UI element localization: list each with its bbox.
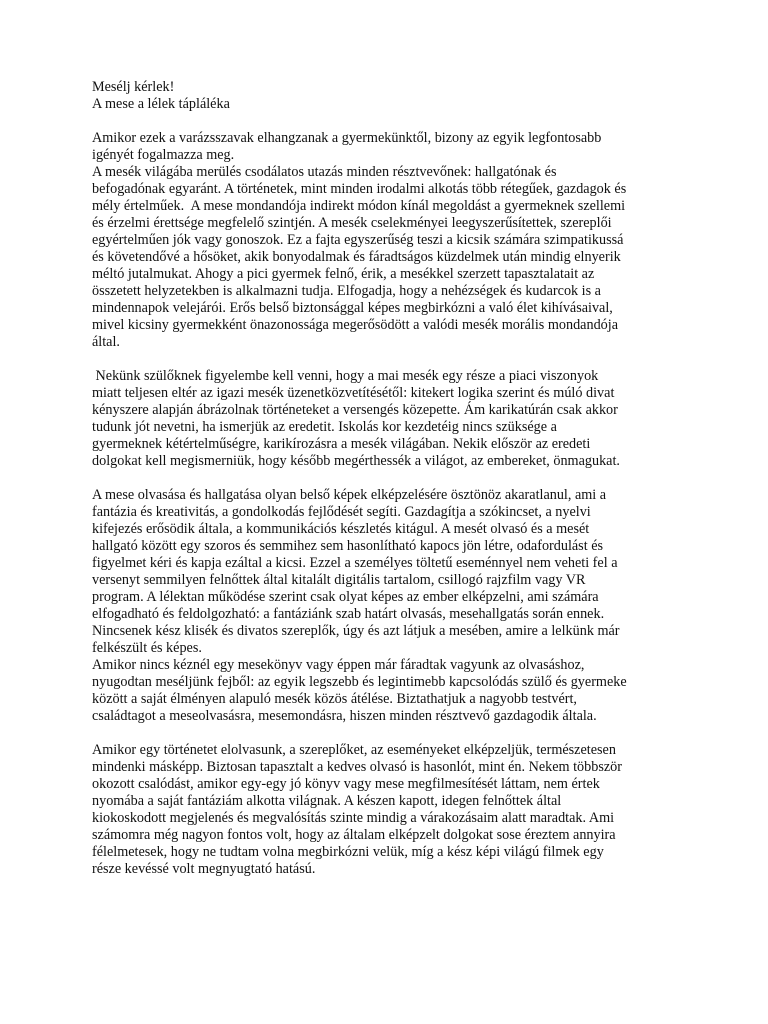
paragraph-line: félelmetesek, hogy ne tudtam volna megbirkózni velük, míg a kész képi világú filmek egy	[92, 844, 604, 860]
paragraph	[92, 368, 710, 470]
paragraph-line: része kevéssé volt megnyugtató hatású.	[92, 861, 316, 877]
paragraph-line: miatt teljesen eltér az igazi mesék üzenetközvetítésétől: kitekert logika szerint és múló divat	[92, 385, 615, 401]
paragraph-line: A mese olvasása és hallgatása olyan belső képek elképzelésére ösztönöz akaratlanul, ami a	[92, 487, 607, 503]
paragraph-line: Amikor nincs kéznél egy mesekönyv vagy éppen már fáradtak vagyunk az olvasáshoz,	[92, 657, 585, 673]
paragraph-line: fantázia és kreativitás, a gondolkodás fejlődését segíti. Gazdagítja a szókincset, a nyelvi	[92, 504, 591, 520]
paragraph-line: nyugodtan meséljünk fejből: az egyik legszebb és legintimebb kapcsolódás szülő és gyermeke	[92, 674, 627, 690]
paragraph-line: Nincsenek kész klisék és divatos szereplők, úgy és azt látjuk a mesében, amire a lelkünk már	[92, 623, 620, 639]
paragraph-line: A mesék világába merülés csodálatos utazás minden résztvevőnek: hallgatónak és	[92, 164, 557, 180]
document-page	[92, 79, 710, 878]
paragraph-line: számomra még nagyon fontos volt, hogy az általam elképzelt dolgokat sose éreztem annyira	[92, 827, 616, 843]
paragraph-line: Amikor egy történetet elolvasunk, a szereplőket, az eseményeket elképzeljük, természetesen	[92, 742, 616, 758]
document-title: Mesélj kérlek!	[92, 79, 175, 95]
paragraph-line: dolgokat kell megismerniük, hogy később megérthessék a világot, az embereket, önmagukat.	[92, 453, 620, 469]
paragraph-line: méltó jutalmukat. Ahogy a pici gyermek felnő, érik, a mesékkel szerzett tapasztalatait az	[92, 266, 595, 282]
paragraph-line: figyelmet kéri és kapja ezáltal a kicsi. Ezzel a személyes töltetű eseménnyel nem veheti fel a	[92, 555, 618, 571]
paragraph-spacer	[92, 725, 710, 742]
paragraph-line: versenyt semmilyen felnőttek által kitalált digitális tartalom, csillogó rajzfilm vagy VR	[92, 572, 586, 588]
paragraph	[92, 742, 710, 878]
paragraph-line: okozott csalódást, amikor egy-egy jó könyv vagy mese megfilmesítését láttam, nem értek	[92, 776, 600, 792]
paragraph-line: Amikor ezek a varázsszavak elhangzanak a gyermekünktől, bizony az egyik legfontosabb	[92, 130, 602, 146]
paragraph-line: program. A lélektan működése szerint csak olyat képes az ember elképzelni, ami számára	[92, 589, 599, 605]
paragraph-spacer	[92, 351, 710, 368]
paragraph-line: mindennapok velejárói. Erős belső biztonsággal képes megbirkózni a való élet kihívásaival,	[92, 300, 613, 316]
paragraph-line: összetett helyzetekben is alkalmazni tudja. Elfogadja, hogy a nehézségek és kudarcok is a	[92, 283, 601, 299]
paragraph-line: hallgató között egy szoros és semmihez sem hasonlítható kapocs jön létre, odafordulást és	[92, 538, 604, 554]
document-subtitle: A mese a lélek tápláléka	[92, 96, 230, 112]
paragraph-line: gyermeknek kétértelműségre, karikírozásra a mesék világában. Nekik először az eredeti	[92, 436, 591, 452]
paragraph-line: felkészült és képes.	[92, 640, 202, 656]
paragraph-line: családtagot a meseolvasásra, mesemondásra, hiszen minden résztvevő gazdagodik általa.	[92, 708, 597, 724]
paragraph-line: és érzelmi érettsége megfelelő szintjén. A mesék cselekményei leegyszerűsítettek, szereplői	[92, 215, 612, 231]
paragraph-line: igényét fogalmazza meg.	[92, 147, 235, 163]
spacer	[92, 113, 710, 130]
paragraph	[92, 130, 710, 351]
paragraph-line: mivel kicsiny gyermekként önazonossága megerősödött a valódi mesék morális mondandója	[92, 317, 618, 333]
paragraph-line: mindenki másképp. Biztosan tapasztalt a kedves olvasó is hasonlót, mint én. Nekem többször	[92, 759, 622, 775]
paragraph-line: által.	[92, 334, 120, 350]
paragraph-spacer	[92, 470, 710, 487]
paragraph-line: egyértelműen jók vagy gonoszok. Ez a fajta egyszerűség teszi a kicsik számára szimpatikussá	[92, 232, 624, 248]
paragraph-line: mély értelműek. A mese mondandója indirekt módon kínál megoldást a gyermeknek szellemi	[92, 198, 626, 214]
paragraph-line: Nekünk szülőknek figyelembe kell venni, hogy a mai mesék egy része a piaci viszonyok	[92, 368, 599, 384]
paragraph	[92, 487, 710, 725]
paragraph-line: befogadónak egyaránt. A történetek, mint minden irodalmi alkotás több rétegűek, gazdagok és	[92, 181, 627, 197]
paragraph-line: tudunk jót nevetni, ha ismerjük az eredetit. Iskolás kor kezdetéig nincs szüksége a	[92, 419, 557, 435]
paragraph-line: kifejezés erősödik általa, a kommunikációs készletés kitágul. A mesét olvasó és a mesét	[92, 521, 590, 537]
paragraph-line: kiokoskodott megjelenés és megvalósítás szinte mindig a várakozásaim alatt maradtak. Ami	[92, 810, 615, 826]
paragraph-line: kényszere alapján ábrázolnak történeteket a versengés közepette. Ám karikatúrán csak akkor	[92, 402, 618, 418]
paragraph-line: nyomába a saját fantáziám alkotta világnak. A készen kapott, idegen felnőttek által	[92, 793, 562, 809]
paragraph-line: és követendővé a hősöket, akik bonyodalmak és fáradtságos küzdelmek után mindig elnyerik	[92, 249, 621, 265]
document-body	[92, 130, 710, 878]
paragraph-line: elfogadható és feldolgozható: a fantáziánk szab határt olvasás, mesehallgatás során ennek.	[92, 606, 605, 622]
paragraph-line: között a saját élményen alapuló mesék közös átélése. Biztathatjuk a nagyobb testvért,	[92, 691, 577, 707]
